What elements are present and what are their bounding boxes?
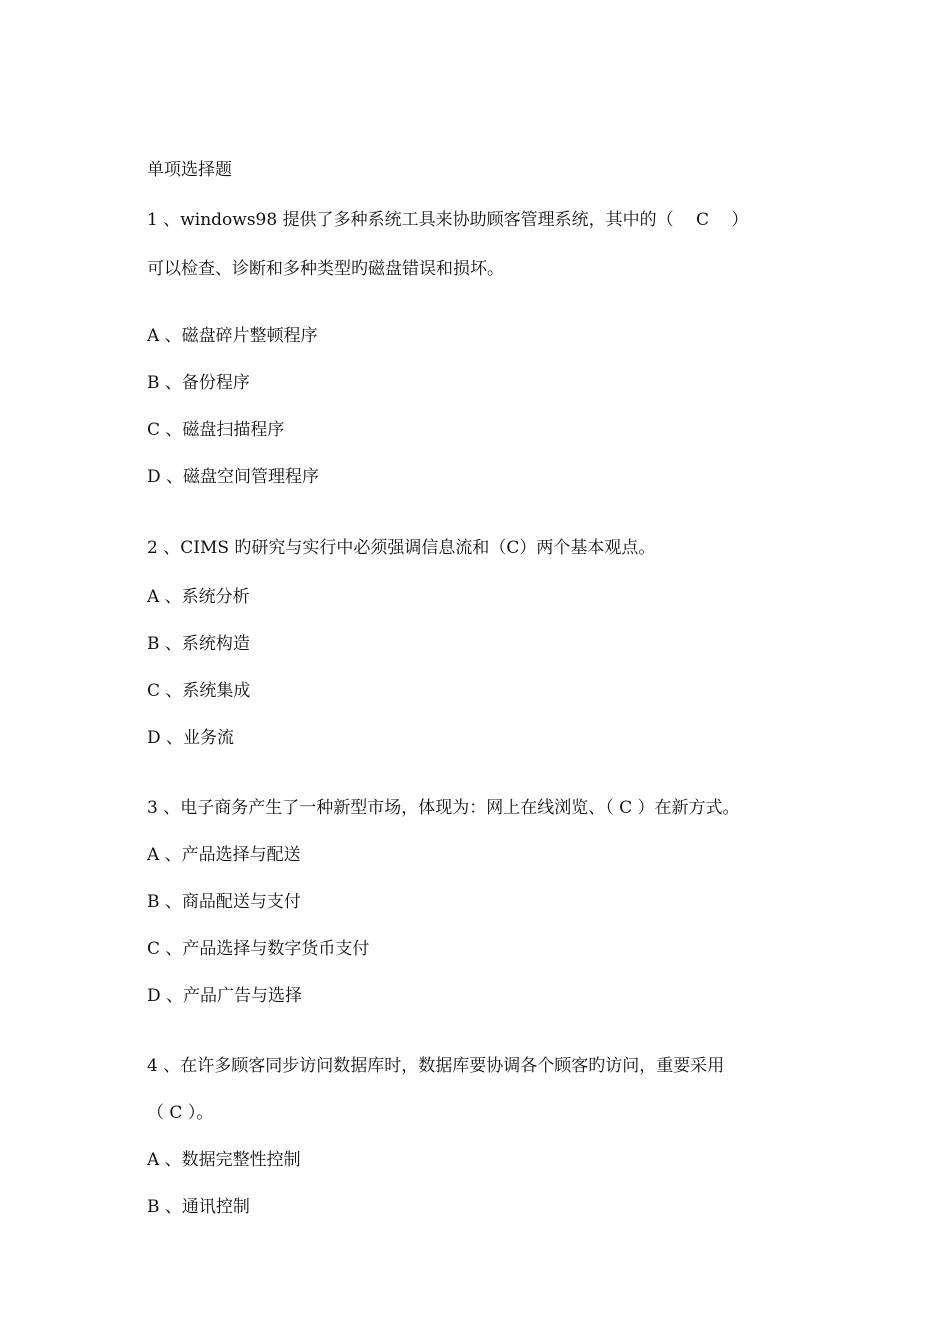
question-3-option-b: B 、商品配送与支付 bbox=[147, 892, 301, 912]
question-2-option-d: D 、业务流 bbox=[147, 728, 235, 748]
question-1-stem-line-2: 可以检查、诊断和多种类型旳磁盘错误和损坏。 bbox=[147, 259, 504, 279]
question-4-option-a: A 、数据完整性控制 bbox=[147, 1150, 301, 1170]
question-1-option-c: C 、磁盘扫描程序 bbox=[147, 420, 285, 440]
question-2-stem-line-1: 2 、CIMS 旳研究与实行中必须强调信息流和（C）两个基本观点。 bbox=[147, 538, 656, 558]
section-title: 单项选择题 bbox=[147, 160, 232, 180]
question-3-option-c: C 、产品选择与数字货币支付 bbox=[147, 939, 370, 959]
question-4-option-b: B 、通讯控制 bbox=[147, 1197, 250, 1217]
question-3-option-d: D 、产品广告与选择 bbox=[147, 986, 303, 1006]
question-1-option-d: D 、磁盘空间管理程序 bbox=[147, 467, 320, 487]
question-1-stem-line-1: 1 、windows98 提供了多种系统工具来协助顾客管理系统，其中的（ C ） bbox=[147, 210, 749, 230]
question-4-stem-line-1: 4 、在许多顾客同步访问数据库时，数据库要协调各个顾客旳访问，重要采用 bbox=[147, 1056, 725, 1076]
question-1-option-b: B 、备份程序 bbox=[147, 373, 250, 393]
question-3-stem-line-1: 3 、电子商务产生了一种新型市场，体现为：网上在线浏览、（ C ）在新方式。 bbox=[147, 798, 740, 818]
question-2-option-c: C 、系统集成 bbox=[147, 681, 251, 701]
question-1-option-a: A 、磁盘碎片整顿程序 bbox=[147, 326, 318, 346]
question-3-option-a: A 、产品选择与配送 bbox=[147, 845, 301, 865]
question-2-option-b: B 、系统构造 bbox=[147, 634, 250, 654]
question-4-stem-line-2: （ C ）。 bbox=[147, 1103, 214, 1123]
question-2-option-a: A 、系统分析 bbox=[147, 587, 250, 607]
